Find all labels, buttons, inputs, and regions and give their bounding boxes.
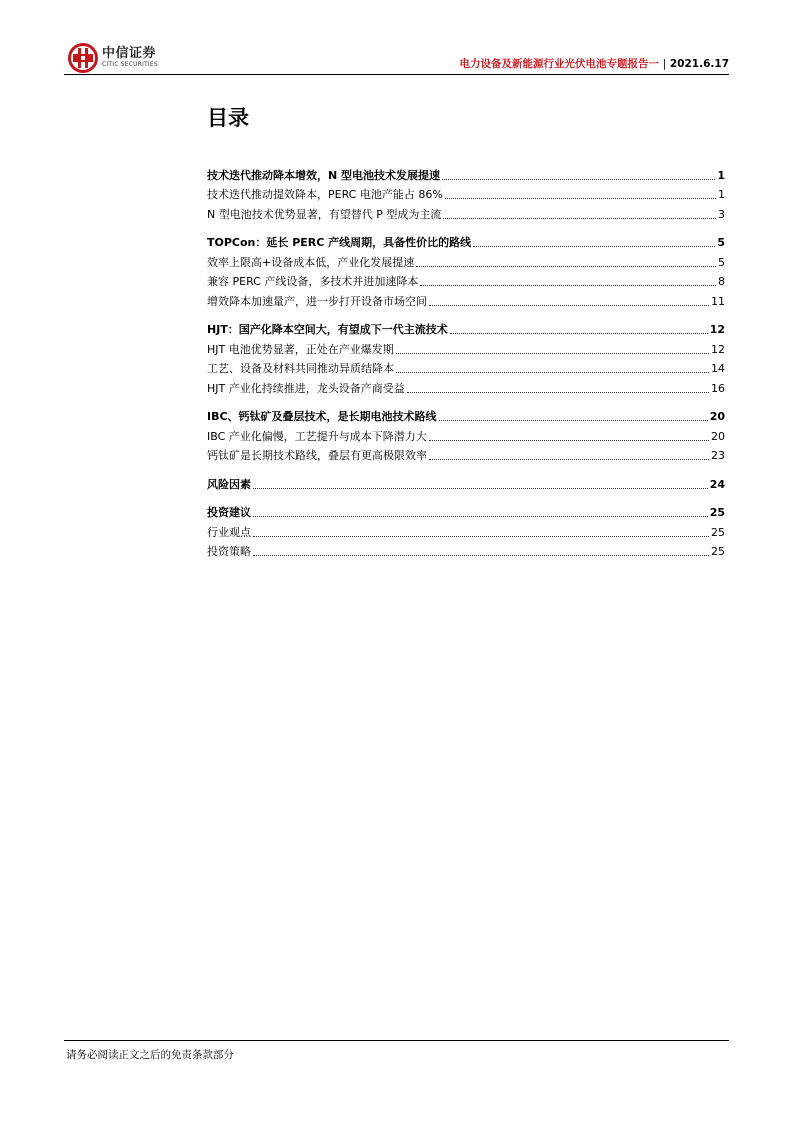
dot-leader	[407, 392, 709, 393]
dot-leader	[420, 285, 716, 286]
toc-page-number: 5	[718, 255, 725, 269]
toc-subsection-entry[interactable]	[207, 376, 725, 396]
toc-subsection-entry[interactable]	[207, 337, 725, 357]
toc-page-number: 25	[711, 525, 725, 539]
header-separator: |	[662, 58, 667, 70]
toc-subsection-entry[interactable]	[207, 183, 725, 203]
toc-chapter-entry[interactable]	[207, 163, 725, 183]
toc-entry-title: 技术迭代推动降本增效，N 型电池技术发展提速	[207, 168, 441, 182]
toc-page-number: 12	[709, 323, 725, 336]
dot-leader	[450, 333, 708, 334]
dot-leader	[439, 420, 708, 421]
dot-leader	[253, 536, 709, 537]
toc-chapter-entry[interactable]	[207, 472, 725, 492]
toc-entry-title: 行业观点	[207, 525, 251, 539]
toc-entry-title: 技术迭代推动提效降本，PERC 电池产能占 86%	[207, 188, 443, 201]
toc-page-number: 23	[711, 449, 725, 462]
toc-entry-title: HJT：国产化降本空间大，有望成下一代主流技术	[207, 323, 448, 336]
toc-page-number: 1	[717, 168, 725, 182]
toc-entry-title: 投资建议	[207, 506, 251, 519]
dot-leader	[416, 266, 716, 267]
header-divider	[64, 74, 729, 75]
company-logo	[68, 42, 158, 74]
dot-leader	[396, 353, 709, 354]
toc-page-number: 16	[711, 381, 725, 395]
toc-subsection-entry[interactable]	[207, 424, 725, 444]
dot-leader	[396, 372, 709, 373]
page-title: 目录	[207, 106, 249, 130]
report-title: 电力设备及新能源行业光伏电池专题报告一	[459, 58, 660, 70]
citic-logo-icon	[68, 43, 98, 73]
footer-divider	[64, 1040, 729, 1041]
toc-entry-title: IBC、钙钛矿及叠层技术，是长期电池技术路线	[207, 410, 437, 423]
toc-subsection-entry[interactable]	[207, 270, 725, 290]
toc-subsection-entry[interactable]	[207, 540, 725, 560]
toc-entry-title: TOPCon：延长 PERC 产线周期，具备性价比的路线	[207, 236, 472, 249]
toc-page-number: 25	[709, 506, 725, 519]
toc-entry-title: 投资策略	[207, 545, 251, 558]
dot-leader	[442, 179, 715, 180]
report-header	[460, 57, 729, 71]
toc-entry-title: 风险因素	[207, 477, 251, 491]
dot-leader	[429, 305, 709, 306]
toc-chapter-entry[interactable]	[207, 318, 725, 338]
toc-subsection-entry[interactable]	[207, 202, 725, 222]
toc-page-number: 20	[711, 429, 725, 443]
toc-entry-title: HJT 电池优势显著，正处在产业爆发期	[207, 342, 394, 356]
dot-leader	[429, 459, 709, 460]
dot-leader	[253, 555, 709, 556]
dot-leader	[429, 440, 709, 441]
toc-page-number: 25	[711, 545, 725, 558]
toc-page-number: 14	[711, 362, 725, 375]
dot-leader	[253, 516, 708, 517]
toc-section	[207, 405, 725, 464]
toc-page-number: 12	[711, 342, 725, 356]
toc-entry-title: 工艺、设备及材料共同推动异质结降本	[207, 362, 394, 375]
toc-page-number: 5	[717, 236, 725, 249]
toc-section	[207, 501, 725, 560]
toc-entry-title: N 型电池技术优势显著，有望替代 P 型成为主流	[207, 207, 442, 221]
toc-section	[207, 318, 725, 396]
table-of-contents	[207, 163, 725, 568]
dot-leader	[253, 488, 708, 489]
toc-page-number: 11	[711, 294, 725, 308]
toc-entry-title: 兼容 PERC 产线设备，多技术并进加速降本	[207, 275, 419, 288]
toc-entry-title: HJT 产业化持续推进，龙头设备产商受益	[207, 381, 405, 395]
logo-english-name: CITIC SECURITIES	[102, 61, 158, 68]
toc-page-number: 3	[718, 207, 725, 221]
toc-entry-title: 钙钛矿是长期技术路线，叠层有更高极限效率	[207, 449, 427, 462]
toc-page-number: 20	[709, 410, 725, 423]
toc-chapter-entry[interactable]	[207, 231, 725, 251]
toc-entry-title: 效率上限高+设备成本低，产业化发展提速	[207, 255, 415, 269]
toc-section	[207, 231, 725, 309]
toc-chapter-entry[interactable]	[207, 405, 725, 425]
toc-chapter-entry[interactable]	[207, 501, 725, 521]
toc-page-number: 1	[718, 188, 725, 201]
dot-leader	[443, 218, 716, 219]
toc-subsection-entry[interactable]	[207, 444, 725, 464]
toc-subsection-entry[interactable]	[207, 357, 725, 377]
toc-subsection-entry[interactable]	[207, 289, 725, 309]
footer-disclaimer: 请务必阅读正文之后的免责条款部分	[66, 1049, 234, 1061]
toc-subsection-entry[interactable]	[207, 520, 725, 540]
dot-leader	[473, 246, 715, 247]
toc-entry-title: 增效降本加速量产，进一步打开设备市场空间	[207, 294, 427, 308]
toc-page-number: 8	[718, 275, 725, 288]
toc-entry-title: IBC 产业化偏慢，工艺提升与成本下降潜力大	[207, 429, 427, 443]
toc-subsection-entry[interactable]	[207, 250, 725, 270]
toc-section	[207, 472, 725, 492]
logo-chinese-name: 中信证券	[102, 46, 157, 61]
dot-leader	[445, 198, 716, 199]
report-date: 2021.6.17	[669, 58, 729, 70]
toc-section	[207, 163, 725, 222]
toc-page-number: 24	[709, 477, 725, 491]
